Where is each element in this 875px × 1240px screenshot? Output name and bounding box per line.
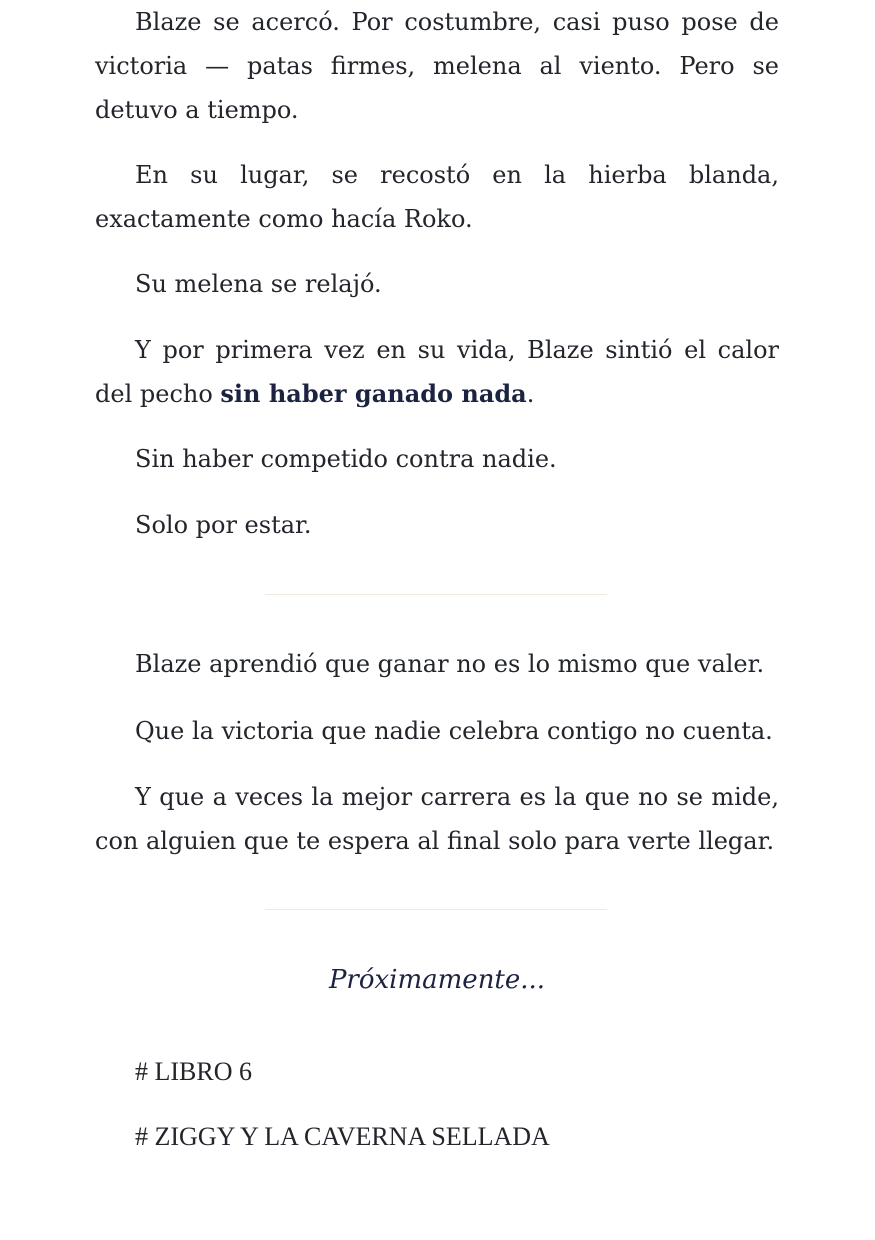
section-divider <box>265 909 607 910</box>
paragraph: Blaze aprendió que ganar no es lo mismo que valer. <box>135 650 765 678</box>
paragraph: Blaze se acercó. Por costumbre, casi puso pose de victoria — patas firmes, melena al viento. Pero se detuvo a tiempo. <box>95 8 779 124</box>
paragraph: Sin haber competido contra nadie. <box>135 445 557 473</box>
paragraph: Que la victoria que nadie celebra contigo no cuenta. <box>135 717 773 745</box>
paragraph: Solo por estar. <box>135 511 312 539</box>
paragraph-text-end: . <box>526 380 535 408</box>
paragraph: Su melena se relajó. <box>135 270 382 298</box>
coming-soon-label: Próximamente... <box>328 965 546 995</box>
section-divider <box>265 594 607 595</box>
paragraph: Y que a veces la mejor carrera es la que no se mide, con alguien que te espera al final solo para verte llegar. <box>95 783 779 855</box>
emphasis-text: sin haber ganado nada <box>220 379 527 408</box>
next-book-label: # LIBRO 6 <box>135 1057 252 1086</box>
paragraph-with-emphasis <box>95 328 779 416</box>
paragraph: En su lugar, se recostó en la hierba blanda, exactamente como hacía Roko. <box>95 161 779 233</box>
paragraph-text: Y por primera vez en su vida, Blaze sintió el calor del pecho <box>95 336 779 408</box>
next-book-title: # ZIGGY Y LA CAVERNA SELLADA <box>135 1122 550 1151</box>
